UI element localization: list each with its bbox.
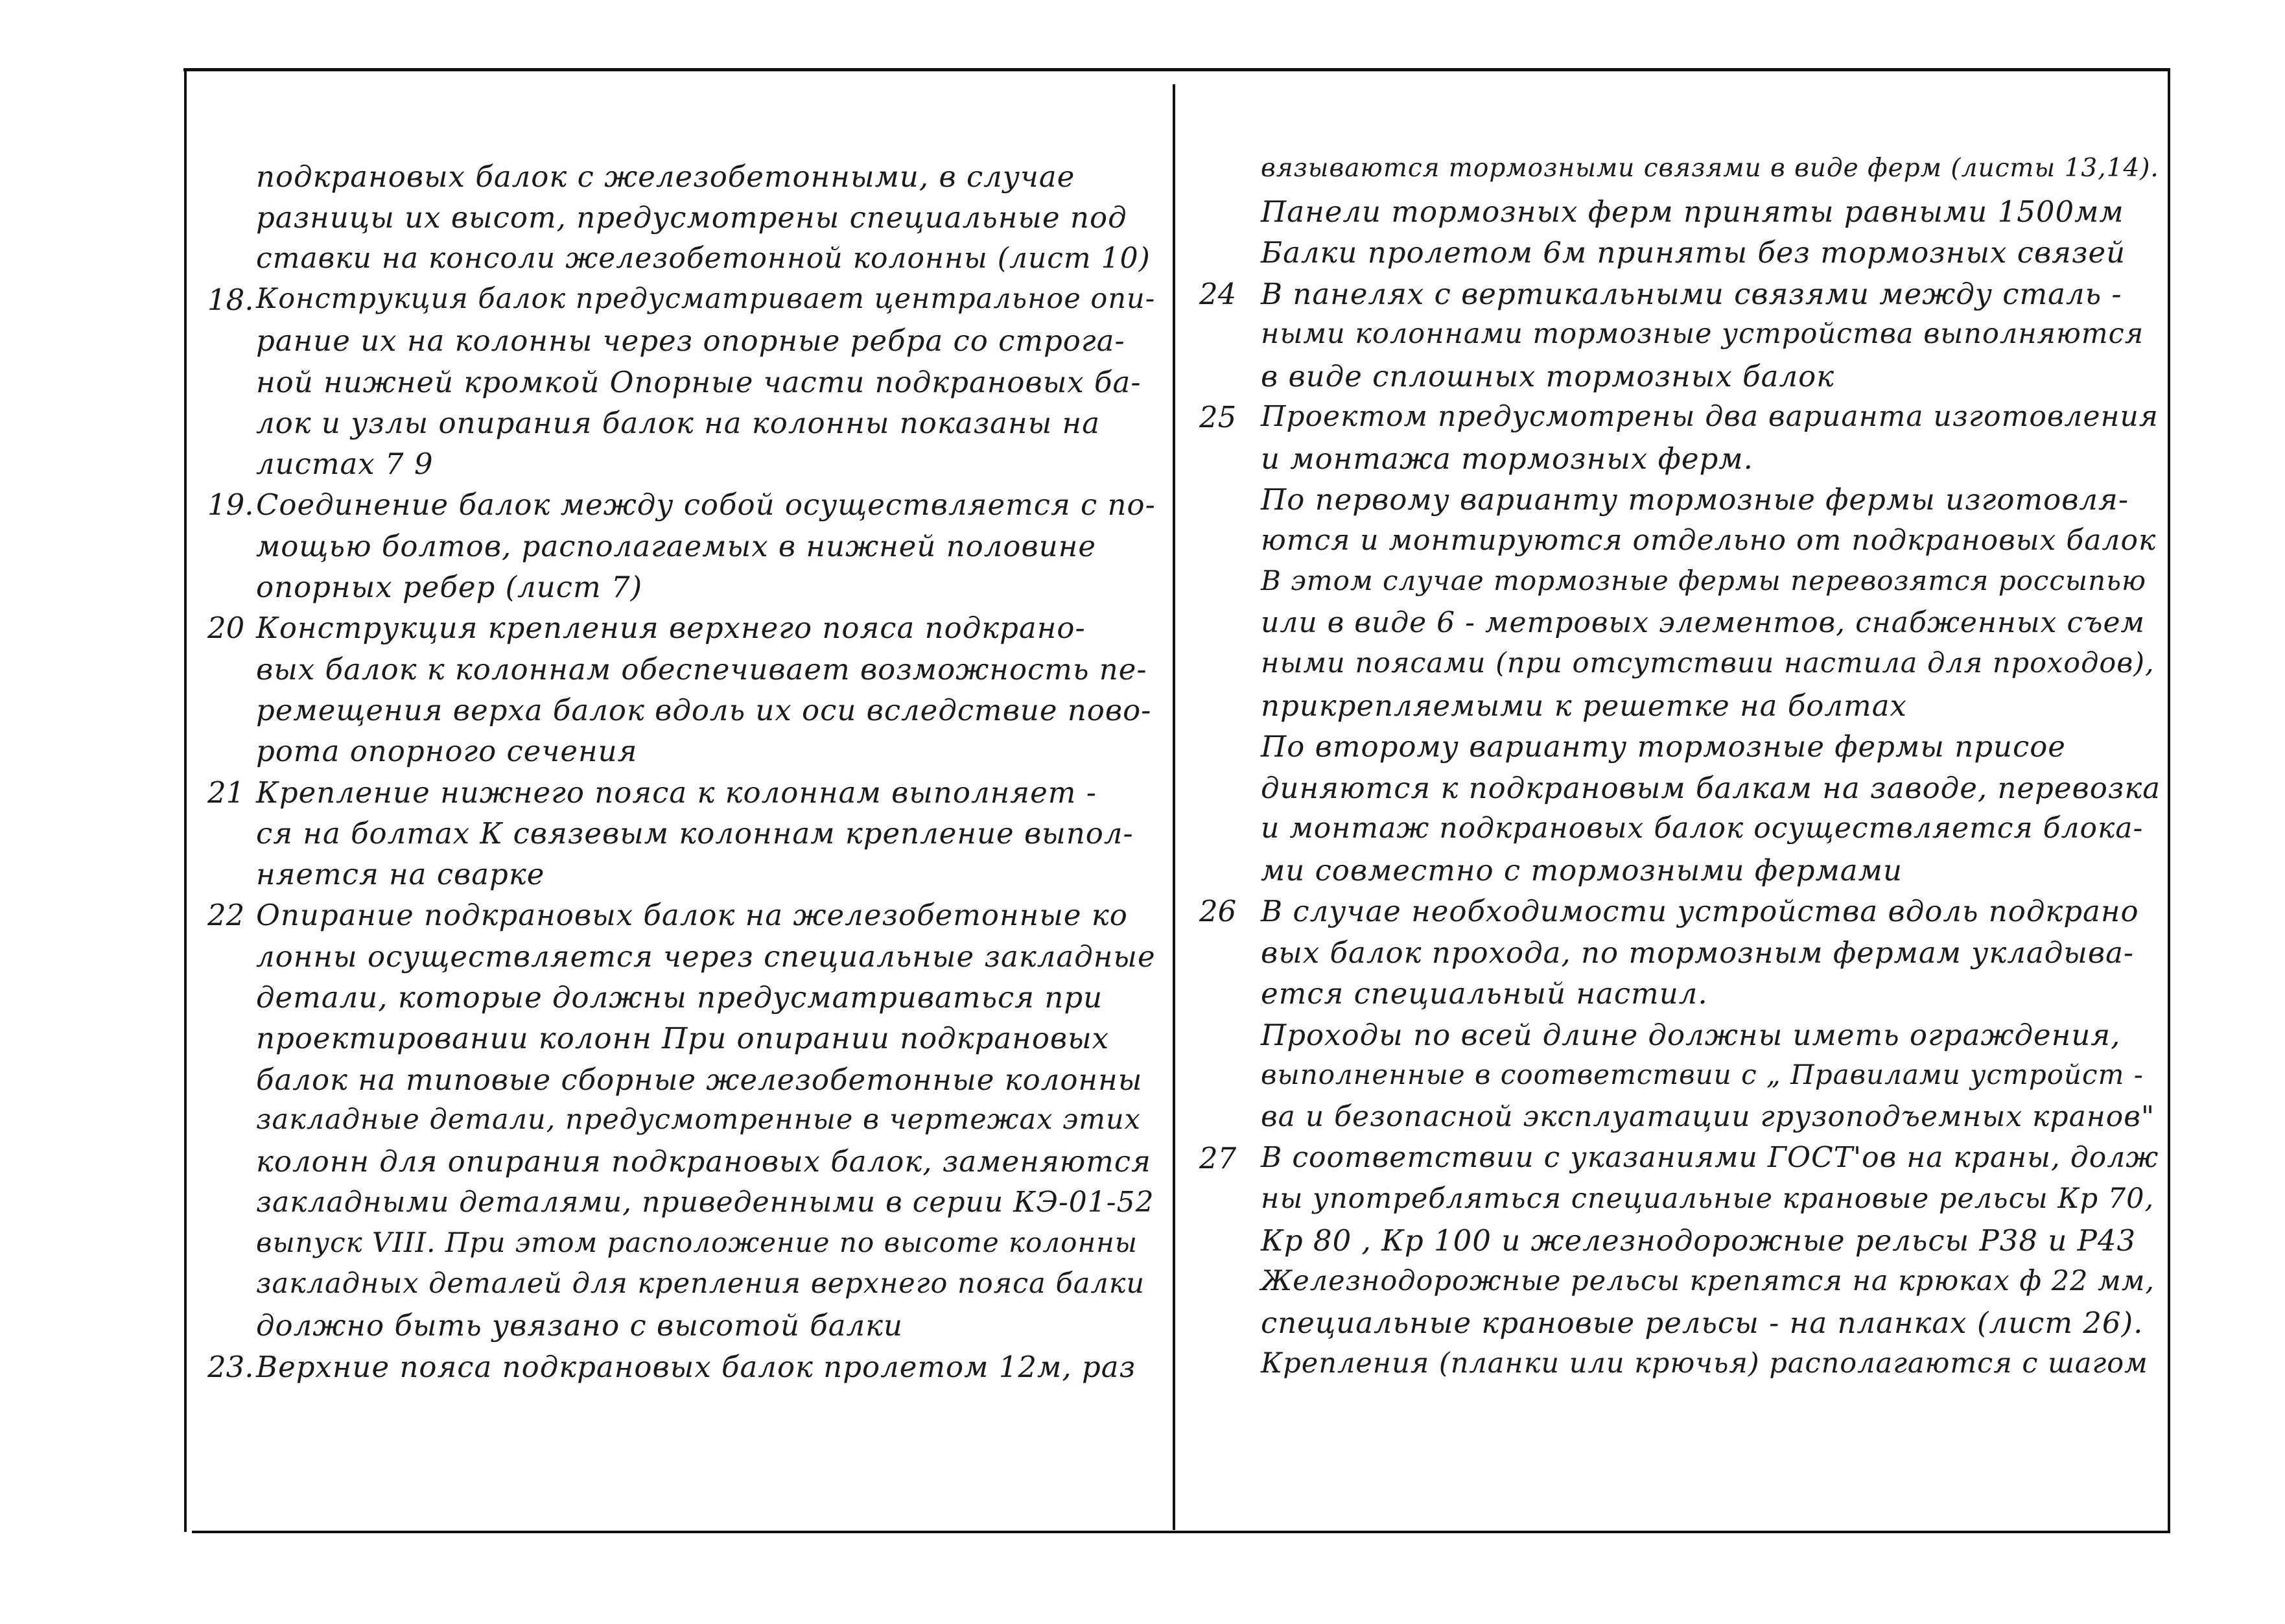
text-line: балок на типовые сборные железобетонные колонны (256, 1062, 1143, 1097)
text-line: В этом случае тормозные фермы перевозятся россыпью (1261, 565, 2147, 596)
text-line: Балки пролетом 6м приняты без тормозных связей (1261, 235, 2126, 270)
text-line: прикрепляемыми к решетке на болтах (1261, 688, 1907, 723)
frame-right-line (2168, 68, 2170, 1532)
text-line: лонны осуществляется через специальные закладные (256, 939, 1156, 974)
left-text-column (207, 0, 1157, 1624)
paragraph-number: 22 (207, 898, 245, 933)
text-line: В панелях с вертикальными связями между сталь - (1261, 276, 2122, 311)
text-line: должно быть увязано с высотой балки (256, 1308, 904, 1343)
text-line: детали, которые должны предусматриваться при (256, 980, 1103, 1015)
text-line: ся на болтах К связевым колоннам крепление выпол- (256, 816, 1134, 851)
text-line: В случае необходимости устройства вдоль подкрано (1261, 894, 2139, 928)
text-line: вязываются тормозными связями в виде ферм (листы 13,14). (1261, 154, 2159, 183)
text-line: разницы их высот, предусмотрены специальные под (256, 200, 1127, 235)
text-line: диняются к подкрановым балкам на заводе, перевозка (1261, 770, 2161, 805)
text-line: вых балок прохода, по тормозным фермам укладыва- (1261, 935, 2135, 970)
text-line: ются и монтируются отдельно от подкрановых балок (1261, 523, 2157, 557)
text-line: выпуск VIII. При этом расположение по высоте колонны (256, 1226, 1138, 1258)
text-line: закладных деталей для крепления верхнего пояса балки (256, 1267, 1145, 1300)
text-line: колонн для опирания подкрановых балок, заменяются (256, 1144, 1151, 1179)
text-line: няется на сварке (256, 857, 545, 892)
text-line: закладные детали, предусмотренные в чертежах этих (256, 1103, 1141, 1136)
text-line: проектировании колонн При опирании подкрановых (256, 1021, 1110, 1056)
text-line: Крепления (планки или крючья) располагаются с шагом (1261, 1347, 2148, 1380)
paragraph-number: 20 (207, 611, 245, 646)
text-line: ми совместно с тормозными фермами (1261, 853, 1903, 888)
text-line: вых балок к колоннам обеспечивает возможность пе- (256, 652, 1147, 687)
text-line: ны употребляться специальные крановые рельсы Кр 70, (1261, 1182, 2155, 1215)
text-line: Конструкция балок предусматривает центральное опи- (256, 282, 1156, 315)
text-line: выполненные в соответствии с „ Правилами устройст - (1261, 1059, 2144, 1090)
text-line: Проходы по всей длине должны иметь ограждения, (1261, 1017, 2121, 1052)
text-line: ставки на консоли железобетонной колонны (лист 10) (256, 241, 1151, 275)
text-line: В соответствии с указаниями ГОСТ'ов на краны, долж (1261, 1141, 2159, 1174)
text-line: ется специальный настил. (1261, 976, 1708, 1011)
text-line: рота опорного сечения (256, 734, 638, 769)
paragraph-number: 19. (207, 488, 254, 523)
right-text-column (1199, 0, 2162, 1624)
text-line: ремещения верха балок вдоль их оси вследствие пово- (256, 692, 1152, 727)
text-line: ва и безопасной эксплуатации грузоподъемных кранов" (1261, 1100, 2155, 1133)
text-line: Кр 80 , Кр 100 и железнодорожные рельсы Р38 и Р43 (1261, 1223, 2137, 1258)
text-line: Конструкция крепления верхнего пояса подкрано- (256, 611, 1086, 646)
text-line: подкрановых балок с железобетонными, в случае (256, 159, 1075, 194)
paragraph-number: 25 (1199, 400, 1237, 434)
text-line: рание их на колонны через опорные ребра со строга- (256, 324, 1125, 359)
text-line: Железнодорожные рельсы крепятся на крюках ф 22 мм, (1261, 1264, 2155, 1297)
text-line: или в виде 6 - метровых элементов, снабженных съем (1261, 606, 2145, 639)
text-line: листах 7 9 (256, 447, 434, 482)
text-line: специальные крановые рельсы - на планках (лист 26). (1261, 1306, 2144, 1340)
text-line: Опирание подкрановых балок на железобетонные ко (256, 898, 1128, 933)
paragraph-number: 24 (1199, 276, 1237, 311)
paragraph-number: 26 (1199, 894, 1237, 928)
text-line: опорных ребер (лист 7) (256, 570, 643, 604)
frame-column-divider (1173, 84, 1175, 1530)
text-line: ными поясами (при отсутствии настила для проходов), (1261, 647, 2155, 679)
text-line: ными колоннами тормозные устройства выполняются (1261, 318, 2144, 350)
text-line: По второму варианту тормозные фермы присое (1261, 729, 2066, 764)
text-line: ной нижней кромкой Опорные части подкрановых ба- (256, 364, 1142, 399)
text-line: Соединение балок между собой осуществляется с по- (256, 488, 1156, 523)
text-line: Крепление нижнего пояса к колоннам выполняет - (256, 775, 1097, 810)
paragraph-number: 21 (207, 775, 245, 810)
frame-left-line (184, 68, 187, 1532)
text-line: Проектом предусмотрены два варианта изготовления (1261, 400, 2159, 433)
text-line: и монтаж подкрановых балок осуществляется блока- (1261, 812, 2144, 845)
text-line: закладными деталями, приведенными в серии КЭ-01-52 (256, 1185, 1154, 1219)
text-line: в виде сплошных тормозных балок (1261, 359, 1835, 394)
text-line: Панели тормозных ферм приняты равными 1500мм (1261, 194, 2124, 229)
text-line: мощью болтов, располагаемых в нижней половине (256, 528, 1096, 563)
text-line: лок и узлы опирания балок на колонны показаны на (256, 405, 1101, 440)
text-line: По первому варианту тормозные фермы изготовля- (1261, 482, 2129, 517)
text-line: и монтажа тормозных ферм. (1261, 441, 1753, 476)
paragraph-number: 23. (207, 1349, 254, 1384)
paragraph-number: 27 (1199, 1141, 1237, 1175)
paragraph-number: 18. (207, 282, 254, 317)
text-line: Верхние пояса подкрановых балок пролетом 12м, раз (256, 1349, 1136, 1384)
